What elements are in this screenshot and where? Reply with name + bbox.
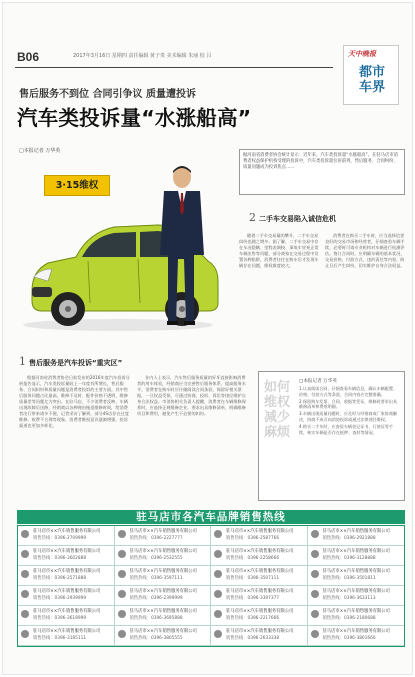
dealer-phone: 销售热线：0396-3805555 [129, 636, 183, 641]
dealer-listing [308, 566, 405, 586]
brand-logo-icon [118, 530, 126, 538]
dealer-listing [308, 526, 405, 546]
dealer-listing [18, 586, 115, 606]
section-2-heading: 二手车交易陷入诚信危机 [259, 215, 336, 223]
intro-text: 据河南省消费者协会统计显示：近年来，汽车类投诉量“水涨船高”。在驻马店市消费者权益保护机构受理的投诉中，汽车类投诉量位居前列，售后服务、合同纠纷、质量问题成为投诉焦点…… [243, 153, 398, 170]
header-rule [15, 67, 333, 68]
brand-logo-icon [311, 570, 319, 578]
dealer-grid [17, 525, 405, 647]
newspaper-page [2, 2, 413, 675]
section-1-title [19, 355, 122, 368]
brand-logo-icon [311, 530, 319, 538]
dealer-phone: 销售热线：0396-2217666 [226, 616, 280, 621]
brand-logo-icon [214, 610, 222, 618]
main-headline: 汽车类投诉量“水涨船高” [17, 106, 252, 130]
dealer-name: 驻马店市××汽车销售服务有限公司 [226, 609, 294, 614]
section-1-column-2 [137, 375, 249, 505]
dealer-name: 驻马店市××汽车销售服务有限公司 [322, 549, 390, 554]
brand-logo-icon [21, 590, 29, 598]
dealer-phone: 销售热线：0396-3801666 [322, 636, 376, 641]
dealer-listing [211, 606, 308, 626]
dealer-listing [211, 566, 308, 586]
dealer-phone: 销售热线：0396-3618999 [33, 616, 87, 621]
consumer-rights-badge [44, 175, 110, 196]
dealer-listing [115, 546, 212, 566]
dealer-phone: 销售热线：0396-3597111 [129, 576, 183, 581]
dealer-name: 驻马店市××汽车销售服务有限公司 [129, 609, 197, 614]
dealer-phone: 销售热线：0396-3695888 [129, 616, 183, 621]
brand-logo-icon [214, 550, 222, 558]
dealer-name: 驻马店市××汽车销售服务有限公司 [33, 569, 101, 574]
section-1-number: 1 [19, 355, 26, 368]
dealer-listing [18, 526, 115, 546]
dealer-phone: 销售热线：0396-2939999 [33, 596, 87, 601]
dealer-phone: 销售热线：0396-3602888 [33, 556, 87, 561]
brand-logo-icon [214, 570, 222, 578]
section-2-column-2 [325, 233, 405, 363]
dealer-listing [211, 546, 308, 566]
sidebar-text [299, 386, 401, 498]
brand-logo-icon [214, 530, 222, 538]
brand-logo: 天中晚报 [348, 49, 376, 58]
byline: □本报记者 万华英 [19, 148, 61, 154]
brand-logo-icon [118, 570, 126, 578]
dealer-listing [18, 546, 115, 566]
section-name: 都市 车界 [358, 64, 385, 94]
tip-item: 2.保留购车发票、合同、收据等凭证，维修时要求出具维修清单和费用明细。 [299, 398, 398, 410]
dealer-name: 驻马店市××汽车销售服务有限公司 [322, 629, 390, 634]
intro-box [239, 149, 405, 195]
dealer-listing [18, 566, 115, 586]
dealer-name: 驻马店市××汽车销售服务有限公司 [33, 549, 101, 554]
dealer-listing [308, 626, 405, 646]
dealer-listing [211, 586, 308, 606]
banner-title: 驻马店市各汽车品牌销售热线 [136, 511, 286, 523]
dealer-listing [115, 566, 212, 586]
brand-logo-icon [311, 630, 319, 638]
dealer-name: 驻马店市××汽车销售服务有限公司 [226, 569, 294, 574]
dealer-name: 驻马店市××汽车销售服务有限公司 [129, 569, 197, 574]
dealer-name: 驻马店市××汽车销售服务有限公司 [129, 629, 197, 634]
dealer-name: 驻马店市××汽车销售服务有限公司 [226, 529, 294, 534]
section-2-column-1 [239, 233, 319, 363]
car-grille [32, 287, 52, 297]
date-line: 2017年3月16日 星期四 责任编辑 黄子贵 美术编辑 朱丽 校 吕 [73, 53, 212, 59]
dealer-listing [308, 546, 405, 566]
dealer-name: 驻马店市××汽车销售服务有限公司 [226, 589, 294, 594]
section-1-text-1: 根据河南省消费者协会日前发布的2016年度汽车投诉分析报告显示，汽车类投诉量较上一年度有所增长，售后服务、合同纠纷和质量问题是消费者投诉的主要方面。其中售后服务问题占比最高，维修不及时、配件价格不透明、维修质量差等问题尤为突出。在驻马店，不少消费者反映，车辆出现故障后送修，经销商以各种理由拖延维修时间，给消费者出行带来诸多不便。记者采访了解到，部分4S店存在过度维修、收费不合理等现象，消费者维权意识逐渐增强，投诉渠道也更加多样化。 [19, 375, 130, 428]
brand-logo-icon [21, 570, 29, 578]
dealer-phone: 销售热线：0396-3128888 [322, 556, 376, 561]
sidebar-vertical-title: 如何维权减少麻烦 [263, 380, 290, 440]
dealer-name: 驻马店市××汽车销售服务有限公司 [33, 589, 101, 594]
dealer-name: 驻马店市××汽车销售服务有限公司 [33, 529, 101, 534]
brand-logo-icon [118, 550, 126, 558]
dealer-name: 驻马店市××汽车销售服务有限公司 [322, 609, 390, 614]
brand-logo-icon [311, 550, 319, 558]
section-1-heading: 售后服务是汽车投诉“重灾区” [29, 359, 123, 367]
brand-logo-icon [21, 550, 29, 558]
dealer-name: 驻马店市××汽车销售服务有限公司 [226, 549, 294, 554]
section-2-text-2: 消费者在购买二手车时，应当选择信誉良好的交易市场和经营者，仔细查验车辆手续，必要时可请专业机构对车辆进行检测评估。签订合同时，应明确车辆的基本状况、交易价格、付款方式、违约责任等内容，防止日后产生纠纷，切实维护自身合法权益。 [325, 233, 405, 268]
tips-sidebar [258, 371, 405, 501]
tip-item: 3.车辆出现质量问题时，应及时与经销商或厂家协商解决，协商不成可向消协投诉或通过法律途径维权。 [299, 411, 398, 422]
dealer-listing [211, 526, 308, 546]
brand-logo-icon [118, 590, 126, 598]
dealer-phone: 销售热线：0396-2921888 [322, 536, 376, 541]
dealer-listing [115, 586, 212, 606]
brand-logo-icon [21, 630, 29, 638]
dealer-listing [308, 606, 405, 626]
dealer-listing [18, 626, 115, 646]
section-2-number: 2 [249, 211, 256, 224]
page-number: B06 [17, 50, 40, 64]
brand-box [343, 45, 399, 105]
section-2-title [249, 211, 336, 224]
dealer-phone: 销售热线：0396-2571888 [33, 576, 87, 581]
dealer-listing [308, 586, 405, 606]
dealer-phone: 销售热线：0396-3185111 [33, 636, 87, 641]
dealer-phone: 销售热线：0396-2709999 [33, 536, 87, 541]
dealer-phone: 销售热线：0396-2587766 [226, 536, 280, 541]
dealer-name: 驻马店市××汽车销售服务有限公司 [33, 609, 101, 614]
brand-logo-icon [118, 610, 126, 618]
dealer-listing [115, 606, 212, 626]
brand-logo-icon [214, 590, 222, 598]
brand-logo-icon [118, 630, 126, 638]
brand-logo-icon [214, 630, 222, 638]
dealer-name: 驻马店市××汽车销售服务有限公司 [322, 529, 390, 534]
dealer-hotline-banner [17, 510, 405, 524]
dealer-phone: 销售热线：0396-2532555 [129, 556, 183, 561]
dealer-phone: 销售热线：0396-2258666 [226, 556, 280, 561]
dealer-name: 驻马店市××汽车销售服务有限公司 [322, 569, 390, 574]
dealer-phone: 销售热线：0396-2399999 [129, 596, 183, 601]
dealer-name: 驻马店市××汽车销售服务有限公司 [322, 589, 390, 594]
sidebar-byline: □本报记者 万华英 [299, 379, 337, 384]
brand-logo-icon [21, 610, 29, 618]
brand-logo-icon [21, 530, 29, 538]
dealer-listing [115, 626, 212, 646]
badge-label: 3·15维权 [55, 180, 99, 191]
car-illustration [18, 163, 228, 341]
brand-logo-icon [311, 590, 319, 598]
brand-logo-icon [311, 610, 319, 618]
tip-item: 4.购买二手车时，应查验车辆登记证书、行驶证等手续，核实车辆是否存在抵押、查封等情况。 [299, 423, 393, 435]
dealer-phone: 销售热线：0396-3507111 [226, 576, 280, 581]
dealer-name: 驻马店市××汽车销售服务有限公司 [129, 549, 197, 554]
section-1-column-1 [19, 375, 131, 505]
dealer-phone: 销售热线：0396-2633338 [226, 636, 280, 641]
section-2-text-1: 随着二手车交易量的攀升，二手车交易纠纷也随之增多。据了解，二手车交易中存在车况隐瞒、里程表调校、事故车冒充正常车辆出售等问题，部分商家在交易过程中设置各种陷阱，消费者往往在购车后才发现车辆存在问题，维权难度较大。 [239, 233, 319, 268]
section-1-text-2: 业内人士表示，汽车售后服务质量的好坏直接影响消费者的用车体验，经销商应当完善售后服务体系，提高服务水平。消费者在购车时应仔细阅读合同条款，保留好相关票据，一旦权益受损，可通过协商、投诉、诉讼等途径维护自身合法权益。市消协相关负责人提醒，消费者在车辆维修保养时，应选择正规维修企业，要求出具维修清单，明确维修项目和费用，避免产生不必要的纠纷。 [137, 375, 246, 416]
kicker-headline: 售后服务不到位 合同引争议 质量遭投诉 [19, 89, 196, 100]
dealer-listing [211, 626, 308, 646]
dealer-name: 驻马店市××汽车销售服务有限公司 [33, 629, 101, 634]
dealer-phone: 销售热线：0396-2227777 [129, 536, 183, 541]
dealer-name: 驻马店市××汽车销售服务有限公司 [129, 529, 197, 534]
tip-item: 1.认真阅读合同，仔细查看车辆信息，确认车辆配置、价格、付款方式等条款，合同内容应完整准确。 [299, 386, 398, 397]
dealer-phone: 销售热线：0396-2180688 [322, 616, 376, 621]
dealer-phone: 销售热线：0396-3501811 [322, 576, 376, 581]
dealer-name: 驻马店市××汽车销售服务有限公司 [129, 589, 197, 594]
dealer-phone: 销售热线：0396-3397377 [226, 596, 280, 601]
dealer-phone: 销售热线：0396-3633113 [322, 596, 376, 601]
dealer-listing [115, 526, 212, 546]
dealer-listing [18, 606, 115, 626]
dealer-name: 驻马店市××汽车销售服务有限公司 [226, 629, 294, 634]
